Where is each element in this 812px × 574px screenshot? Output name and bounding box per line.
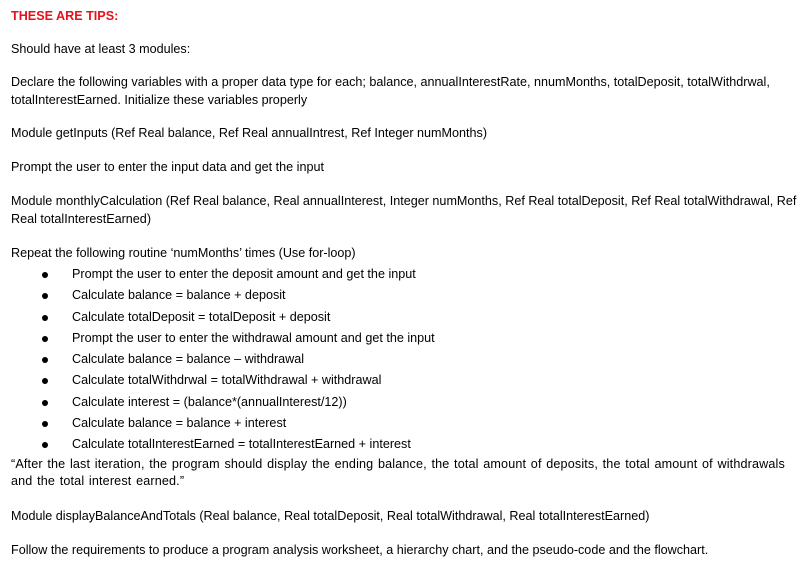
step-text: Calculate totalWithdrwal = totalWithdrawal + withdrawal <box>72 373 382 388</box>
repeat-paragraph: Repeat the following routine ‘numMonths’ times (Use for-loop) <box>11 246 356 260</box>
step-text: Calculate totalInterestEarned = totalInterestEarned + interest <box>72 437 411 452</box>
step-text: Prompt the user to enter the withdrawal amount and get the input <box>72 330 435 345</box>
bullet-icon <box>42 293 48 299</box>
bullet-icon <box>42 421 48 427</box>
spacer <box>11 176 801 192</box>
step-text: Calculate balance = balance + deposit <box>72 288 286 303</box>
spacer <box>11 228 801 244</box>
step-text: Calculate interest = (balance*(annualInterest/12)) <box>72 394 347 409</box>
spacer <box>11 26 801 40</box>
list-item <box>11 307 801 328</box>
list-item <box>11 434 801 455</box>
modules-note: Should have at least 3 modules: <box>11 42 191 56</box>
step-text: Calculate balance = balance – withdrawal <box>72 352 305 367</box>
list-item <box>11 370 801 391</box>
list-item <box>11 392 801 413</box>
declare-paragraph: Declare the following variables with a proper data type for each; balance, annualInterestRate, nnumMonths, totalDeposit, totalWithdrwal, totalInterestEarned. Initialize these variables properly <box>11 75 770 107</box>
bullet-icon <box>42 315 48 321</box>
spacer <box>11 142 801 158</box>
list-item <box>11 285 801 306</box>
bullet-icon <box>42 442 48 448</box>
after-iteration-paragraph: “After the last iteration, the program should display the ending balance, the total amount of deposits, the total amount of withdrawals and the total interest earned.” <box>11 456 785 488</box>
get-inputs-signature: Module getInputs (Ref Real balance, Ref Real annualIntrest, Ref Integer numMonths) <box>11 126 488 140</box>
tips-heading: THESE ARE TIPS: <box>11 9 119 23</box>
display-signature: Module displayBalanceAndTotals (Real balance, Real totalDeposit, Real totalWithdrawal, Real totalInterestEarned) <box>11 508 650 523</box>
bullet-icon <box>42 378 48 384</box>
step-text: Calculate totalDeposit = totalDeposit + deposit <box>72 309 331 324</box>
step-text: Prompt the user to enter the deposit amount and get the input <box>72 267 416 281</box>
spacer <box>11 490 801 507</box>
monthly-calculation-signature: Module monthlyCalculation (Ref Real balance, Real annualInterest, Integer numMonths, Ref Real totalDeposit, Ref Real totalWithdrawal, Ref Real totalInterestEarned) <box>11 194 797 226</box>
prompt-paragraph: Prompt the user to enter the input data and get the input <box>11 160 324 174</box>
list-item <box>11 264 801 285</box>
bullet-icon <box>42 272 48 278</box>
spacer <box>11 109 801 124</box>
document <box>11 6 801 559</box>
bullet-icon <box>42 357 48 363</box>
list-item <box>11 328 801 349</box>
steps-list <box>11 264 801 456</box>
follow-paragraph: Follow the requirements to produce a program analysis worksheet, a hierarchy chart, and the pseudo-code and the flowchart. <box>11 542 709 557</box>
spacer <box>11 525 801 541</box>
bullet-icon <box>42 336 48 342</box>
spacer <box>11 58 801 73</box>
list-item <box>11 413 801 434</box>
bullet-icon <box>42 400 48 406</box>
list-item <box>11 349 801 370</box>
step-text: Calculate balance = balance + interest <box>72 416 287 431</box>
